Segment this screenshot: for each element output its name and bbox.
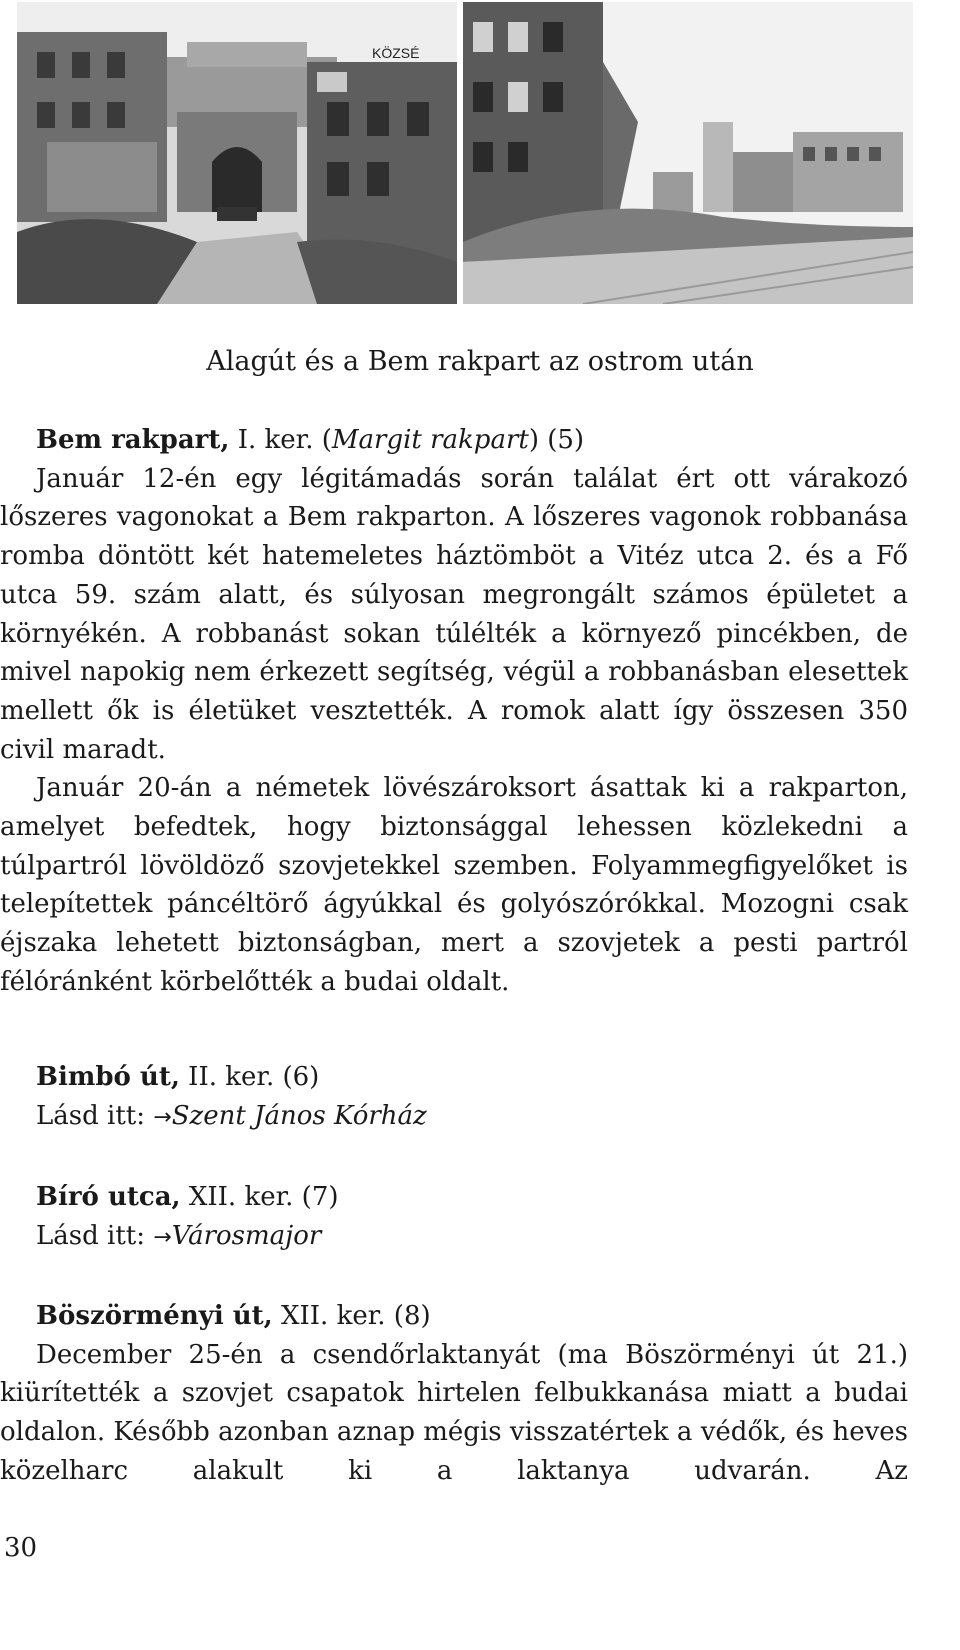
page-number: 30 <box>4 1533 38 1563</box>
entry-heading <box>0 421 908 460</box>
entry-heading <box>0 1178 908 1217</box>
see-also: Lásd itt: →Szent János Kórház <box>36 1100 427 1131</box>
entry-number: ) (5) <box>528 425 585 455</box>
entry-alt-name: Margit rakpart <box>331 425 529 455</box>
tunnel-ruins-photo <box>17 2 457 304</box>
arrow-icon: → <box>153 1104 172 1130</box>
entry-district: XII. ker. (8) <box>272 1301 431 1331</box>
building-sign: KÖZSÉ <box>372 45 420 61</box>
entry-bimbo-ut <box>0 1058 908 1137</box>
entry-biro-utca <box>0 1178 908 1257</box>
entry-district: XII. ker. (7) <box>180 1182 339 1212</box>
see-also-link[interactable]: Városmajor <box>171 1220 322 1251</box>
entry-heading <box>0 1058 908 1097</box>
entry-bem-rakpart <box>0 421 908 1002</box>
entry-paragraph: Január 20-án a németek lövészároksort ásattak ki a rakparton, amelyet befedtek, hogy biztonsággal lehessen közlekedni a túlpartról lövöldöző szovjetekkel szemben. Folyammegfigyelőket is telepítettek páncéltörő ágyúkkal és golyószórókkal. Mozogni csak éjszaka lehetett biztonságban, mert a szovjetek a pesti partról félóránként körbelőtték a budai oldalt. <box>0 773 908 997</box>
entry-heading <box>0 1297 908 1336</box>
entry-name: Bimbó út, <box>36 1062 180 1092</box>
see-also: Lásd itt: →Városmajor <box>36 1220 322 1251</box>
entry-name: Bíró utca, <box>36 1182 181 1212</box>
photo-caption: Alagút és a Bem rakpart az ostrom után <box>206 346 754 377</box>
entry-paragraph: December 25-én a csendőrlaktanyát (ma Böszörményi út 21.) kiürítették a szovjet csapatok hirtelen felbukkanása miatt a budai oldalon. Később azonban aznap mégis visszatértek a védők, és heves közelharc alakult ki a laktanya udvarán. Az <box>0 1339 908 1486</box>
entry-name: Bem rakpart, <box>36 425 230 455</box>
bem-rakpart-ruins-photo <box>463 2 913 304</box>
entry-district: II. ker. (6) <box>179 1062 320 1092</box>
entry-paragraph: Január 12-én egy légitámadás során találat ért ott várakozó lőszeres vagonokat a Bem rakparton. A lőszeres vagonok robbanása romba döntött két hatemeletes háztömböt a Vitéz utca 2. és a Fő utca 59. szám alatt, és súlyosan megrongált számos épületet a környékén. A robbanást sokan túlélték a környező pincékben, de mivel napokig nem érkezett segítség, végül a robbanásban elesettek mellett ők is életüket vesztették. A romok alatt így összesen 350 civil maradt. <box>0 463 908 765</box>
entry-boszormenyi-ut <box>0 1297 908 1491</box>
entry-district: I. ker. ( <box>229 425 332 455</box>
photo-pair <box>17 2 913 304</box>
arrow-icon: → <box>153 1224 172 1250</box>
entry-name: Böszörményi út, <box>36 1301 273 1331</box>
see-also-link[interactable]: Szent János Kórház <box>171 1100 427 1131</box>
